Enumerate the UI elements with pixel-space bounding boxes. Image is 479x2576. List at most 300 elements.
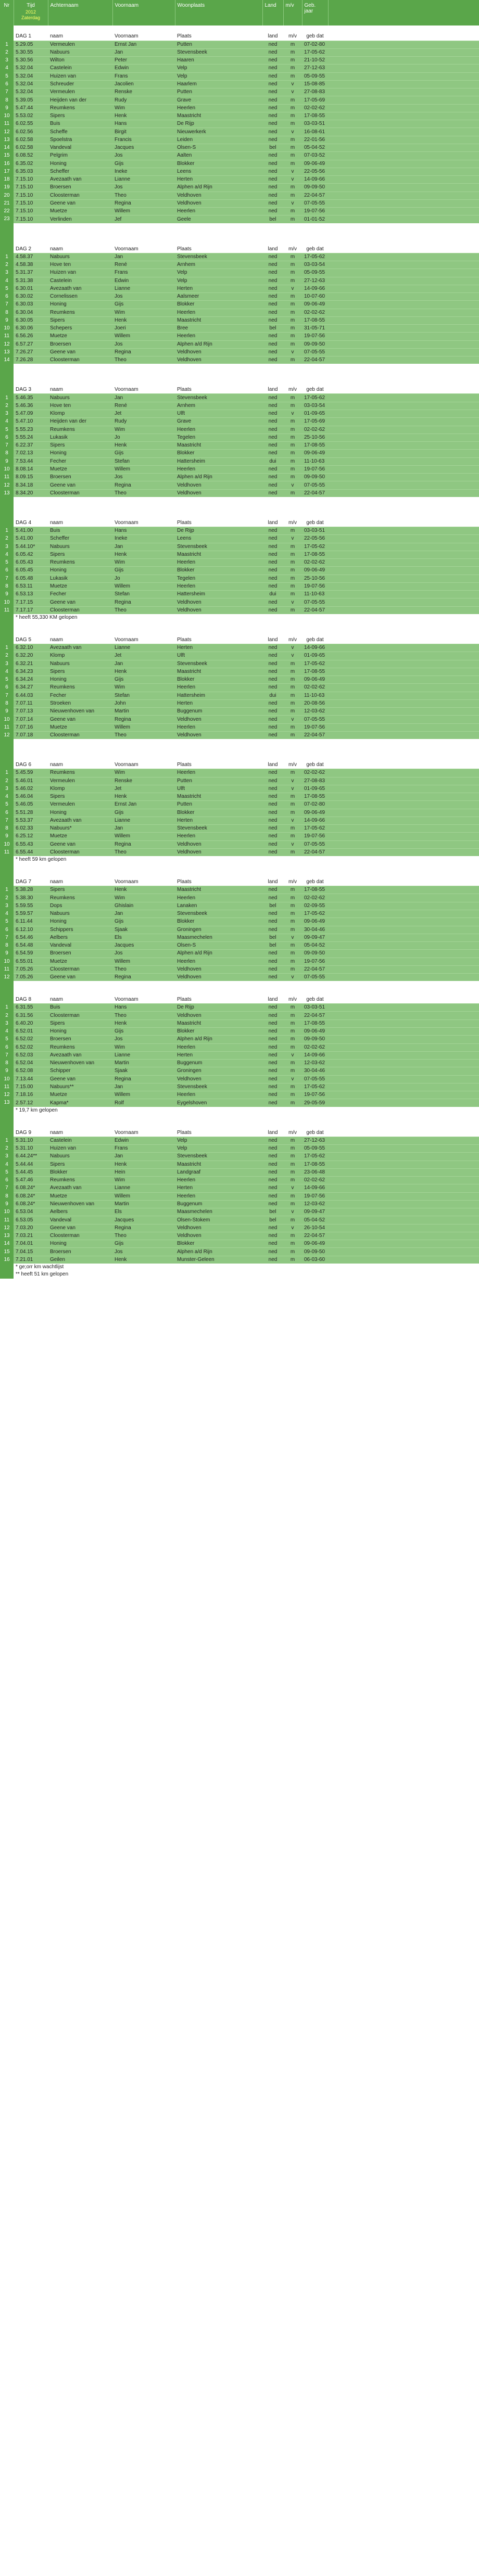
result-cell: Arnhem — [175, 402, 262, 410]
row-blank — [328, 136, 479, 144]
section-note: * ge;orr km wachtlijst — [14, 1264, 479, 1271]
result-cell: Geene van — [48, 598, 112, 606]
result-cell: Jan — [112, 825, 175, 833]
row-blank — [328, 1153, 479, 1161]
spacer-cell — [328, 989, 479, 996]
result-cell: Heerlen — [175, 684, 262, 692]
result-cell: Schippers — [48, 926, 112, 934]
spacer-cell — [175, 629, 262, 636]
result-cell: ned — [262, 543, 283, 551]
spacer-cell — [262, 504, 283, 512]
result-cell: ned — [262, 340, 283, 348]
table-row — [0, 72, 479, 80]
result-cell: 6.31.56 — [14, 1012, 48, 1019]
spacer-cell — [283, 223, 302, 231]
table-row — [0, 974, 479, 981]
row-blank — [328, 582, 479, 590]
result-cell: Theo — [112, 1232, 175, 1240]
table-row — [0, 277, 479, 285]
spacer-cell — [14, 379, 48, 386]
spacer-cell — [283, 629, 302, 636]
result-cell: 6.02.33 — [14, 825, 48, 833]
result-cell: Cloosterman — [48, 356, 112, 364]
position-cell: 6 — [0, 567, 14, 575]
section-col-0: naam — [48, 761, 112, 769]
position-cell: 19 — [0, 184, 14, 192]
result-cell: m — [283, 692, 302, 699]
spacer-cell — [48, 364, 112, 371]
result-cell: m — [283, 902, 302, 910]
result-cell: Muetze — [48, 1091, 112, 1099]
result-cell: 6.44.03 — [14, 692, 48, 699]
position-cell: 11 — [0, 606, 14, 614]
row-blank — [328, 598, 479, 606]
section-header-nr — [0, 519, 14, 527]
result-cell: m — [283, 910, 302, 918]
result-cell: Jo — [112, 575, 175, 582]
result-cell: ned — [262, 136, 283, 144]
row-blank — [328, 1067, 479, 1075]
result-cell: Wilton — [48, 57, 112, 65]
result-cell: Herten — [175, 817, 262, 824]
result-cell: Willem — [112, 833, 175, 840]
result-cell: 6.57.27 — [14, 340, 48, 348]
section-header-nr — [0, 245, 14, 253]
spacer-cell — [328, 863, 479, 871]
spacer-cell — [48, 379, 112, 386]
result-cell: Jos — [112, 1248, 175, 1256]
result-cell: Henk — [112, 112, 175, 120]
result-cell: Velp — [175, 1144, 262, 1152]
result-cell: 17-08-55 — [302, 1161, 328, 1168]
result-cell: Sipers — [48, 551, 112, 558]
section-col-5: geb dat — [302, 996, 328, 1004]
result-cell: Stefan — [112, 591, 175, 598]
result-cell: ned — [262, 176, 283, 184]
result-cell: Geele — [175, 215, 262, 223]
result-cell: v — [283, 176, 302, 184]
result-cell: Jo — [112, 433, 175, 441]
result-cell: ned — [262, 168, 283, 175]
result-cell: v — [283, 285, 302, 292]
row-blank — [328, 1232, 479, 1240]
row-blank — [328, 918, 479, 926]
row-blank — [328, 112, 479, 120]
spacer-cell — [328, 231, 479, 238]
result-cell: Lianne — [112, 1184, 175, 1192]
result-cell: 17-05-62 — [302, 910, 328, 918]
result-cell: 5.41.00 — [14, 527, 48, 535]
result-cell: Schepers — [48, 325, 112, 333]
result-cell: 6.08.52 — [14, 152, 48, 160]
result-cell: 17-05-62 — [302, 825, 328, 833]
result-cell: ned — [262, 285, 283, 292]
result-cell: Buggenum — [175, 1200, 262, 1208]
position-cell: 12 — [0, 974, 14, 981]
result-cell: Heerlen — [175, 1043, 262, 1051]
result-cell: Gijs — [112, 1240, 175, 1248]
result-cell: Heerlen — [175, 465, 262, 473]
spacer-cell — [175, 504, 262, 512]
result-cell: 5.59.57 — [14, 910, 48, 918]
spacer-row — [0, 1121, 479, 1129]
position-cell: 11 — [0, 965, 14, 973]
result-cell: 6.52.04 — [14, 1060, 48, 1067]
position-cell: 2 — [0, 48, 14, 56]
spacer-cell — [48, 989, 112, 996]
section-col-2: Plaats — [175, 996, 262, 1004]
result-cell: v — [283, 934, 302, 941]
result-cell: Willem — [112, 1192, 175, 1200]
table-row — [0, 184, 479, 192]
result-cell: Honing — [48, 160, 112, 168]
result-cell: 5.31.10 — [14, 1137, 48, 1144]
spacer-cell — [283, 1114, 302, 1121]
section-col-4: m/v — [283, 996, 302, 1004]
result-cell: 25-10-56 — [302, 575, 328, 582]
section-col-0: naam — [48, 519, 112, 527]
spacer-cell — [302, 746, 328, 754]
result-cell: Stroeken — [48, 699, 112, 707]
spacer-cell — [48, 871, 112, 878]
result-cell: 5.46.02 — [14, 785, 48, 793]
table-row — [0, 261, 479, 269]
result-cell: Jan — [112, 1083, 175, 1091]
result-cell: Ulft — [175, 652, 262, 660]
spacer-cell — [112, 871, 175, 878]
row-blank — [328, 894, 479, 902]
spacer-cell — [283, 512, 302, 519]
table-row — [0, 1224, 479, 1232]
position-cell: 8 — [0, 96, 14, 104]
result-cell: Haarlem — [175, 80, 262, 88]
spacer-cell — [328, 512, 479, 519]
result-cell: m — [283, 160, 302, 168]
result-cell: Heerlen — [175, 1177, 262, 1184]
result-cell: Scheffer — [48, 168, 112, 175]
row-blank — [328, 676, 479, 684]
result-cell: 03-03-51 — [302, 1004, 328, 1012]
result-cell: Heerlen — [175, 1091, 262, 1099]
result-cell: 7.07.14 — [14, 716, 48, 723]
spacer-cell — [0, 379, 14, 386]
spacer-cell — [48, 981, 112, 988]
result-cell: ned — [262, 825, 283, 833]
section-col-2: Plaats — [175, 636, 262, 644]
result-cell: Edwin — [112, 1137, 175, 1144]
spacer-cell — [283, 504, 302, 512]
spacer-row — [0, 863, 479, 871]
position-cell: 2 — [0, 1012, 14, 1019]
result-cell: ned — [262, 1144, 283, 1152]
result-cell: m — [283, 793, 302, 801]
section-header-blank — [328, 245, 479, 253]
result-cell: m — [283, 723, 302, 731]
result-cell: 7.03.20 — [14, 1224, 48, 1232]
result-cell: Frans — [112, 72, 175, 80]
spacer-cell — [14, 629, 48, 636]
spacer-cell — [175, 372, 262, 379]
result-cell: Buis — [48, 1004, 112, 1012]
result-cell: 01-01-52 — [302, 215, 328, 223]
result-cell: 7.18.16 — [14, 1091, 48, 1099]
result-cell: m — [283, 277, 302, 285]
position-cell: 3 — [0, 543, 14, 551]
table-row — [0, 817, 479, 824]
result-cell: ned — [262, 1043, 283, 1051]
result-cell: Alphen a/d Rijn — [175, 474, 262, 481]
spacer-cell — [328, 746, 479, 754]
position-cell: 6 — [0, 1177, 14, 1184]
section-col-5: geb dat — [302, 519, 328, 527]
result-cell: 6.44.24** — [14, 1153, 48, 1161]
result-cell: Regina — [112, 1224, 175, 1232]
result-cell: m — [283, 918, 302, 926]
result-cell: dui — [262, 591, 283, 598]
table-row — [0, 325, 479, 333]
result-cell: 19-07-56 — [302, 582, 328, 590]
table-row — [0, 1028, 479, 1036]
table-row — [0, 410, 479, 418]
result-cell: v — [283, 88, 302, 96]
section-header-blank — [328, 33, 479, 41]
spacer-cell — [328, 871, 479, 878]
result-cell: 5.47.09 — [14, 410, 48, 418]
result-cell: Geene van — [48, 199, 112, 207]
result-cell: Groningen — [175, 926, 262, 934]
result-cell: Buis — [48, 120, 112, 128]
result-cell: 5.47.10 — [14, 418, 48, 426]
result-cell: 14-09-66 — [302, 1184, 328, 1192]
result-cell: 11-10-63 — [302, 692, 328, 699]
result-cell: Ghislain — [112, 902, 175, 910]
result-cell: Ernst Jan — [112, 801, 175, 809]
result-cell: Muetze — [48, 208, 112, 215]
result-cell: Spoelstra — [48, 136, 112, 144]
result-cell: bel — [262, 934, 283, 941]
result-cell: 07-05-55 — [302, 199, 328, 207]
table-row — [0, 309, 479, 316]
result-cell: 17-05-69 — [302, 418, 328, 426]
result-cell: Hattersheim — [175, 692, 262, 699]
result-cell: Regina — [112, 348, 175, 356]
spacer-cell — [262, 25, 283, 33]
result-cell: Cloosterman — [48, 606, 112, 614]
spacer-cell — [112, 629, 175, 636]
result-cell: m — [283, 684, 302, 692]
result-cell: m — [283, 575, 302, 582]
section-title: DAG 8 — [14, 996, 48, 1004]
result-cell: 03-03-51 — [302, 527, 328, 535]
result-cell: Willem — [112, 1091, 175, 1099]
position-cell: 11 — [0, 723, 14, 731]
result-cell: 09-06-49 — [302, 1028, 328, 1036]
result-cell: Ulft — [175, 410, 262, 418]
table-row — [0, 65, 479, 72]
spacer-row — [0, 497, 479, 504]
result-cell: Alphen a/d Rijn — [175, 1248, 262, 1256]
result-cell: dui — [262, 457, 283, 465]
result-cell: René — [112, 402, 175, 410]
result-cell: 02-02-62 — [302, 684, 328, 692]
section-col-2: Plaats — [175, 386, 262, 394]
spacer-cell — [0, 372, 14, 379]
table-row — [0, 152, 479, 160]
spacer-cell — [14, 238, 48, 245]
result-cell: 6.35.02 — [14, 160, 48, 168]
row-blank — [328, 96, 479, 104]
note-row — [0, 1107, 479, 1114]
result-cell: Castelein — [48, 277, 112, 285]
result-cell: ned — [262, 269, 283, 277]
result-cell: Aalsmeer — [175, 293, 262, 301]
result-cell: m — [283, 184, 302, 192]
result-cell: Wim — [112, 1177, 175, 1184]
row-blank — [328, 80, 479, 88]
section-header-nr — [0, 761, 14, 769]
table-row — [0, 934, 479, 941]
result-cell: Gijs — [112, 809, 175, 817]
section-col-3: land — [262, 386, 283, 394]
header-blank — [328, 0, 479, 25]
result-cell: ned — [262, 1137, 283, 1144]
result-cell: Velp — [175, 277, 262, 285]
result-cell: 7.05.26 — [14, 974, 48, 981]
result-cell: Aelbers — [48, 1208, 112, 1216]
results-body — [0, 25, 479, 1279]
result-cell: Nieuwerkerk — [175, 128, 262, 136]
spacer-cell — [283, 989, 302, 996]
result-cell: Heerlen — [175, 309, 262, 316]
row-blank — [328, 356, 479, 364]
result-cell: m — [283, 1137, 302, 1144]
result-cell: 5.29.05 — [14, 41, 48, 48]
position-cell: 1 — [0, 527, 14, 535]
section-col-0: naam — [48, 996, 112, 1004]
position-cell: 2 — [0, 1144, 14, 1152]
result-cell: 6.12.10 — [14, 926, 48, 934]
table-row — [0, 1177, 479, 1184]
spacer-cell — [175, 512, 262, 519]
result-cell: Sjaak — [112, 1067, 175, 1075]
table-row — [0, 1051, 479, 1059]
spacer-cell — [328, 223, 479, 231]
result-cell: 14-09-66 — [302, 285, 328, 292]
row-blank — [328, 1051, 479, 1059]
result-cell: 31-05-71 — [302, 325, 328, 333]
result-cell: 6.34.23 — [14, 668, 48, 675]
result-cell: Herten — [175, 1184, 262, 1192]
header-mv: m/v — [283, 0, 302, 25]
row-blank — [328, 1019, 479, 1027]
result-cell: Huizen van — [48, 1144, 112, 1152]
table-row — [0, 942, 479, 950]
row-blank — [328, 394, 479, 402]
result-cell: 7.15.00 — [14, 1083, 48, 1091]
result-cell: m — [283, 426, 302, 433]
row-blank — [328, 168, 479, 175]
spacer-cell — [262, 379, 283, 386]
result-cell: Ernst Jan — [112, 41, 175, 48]
result-cell: ned — [262, 1019, 283, 1027]
table-row — [0, 474, 479, 481]
result-cell: Willem — [112, 582, 175, 590]
table-row — [0, 527, 479, 535]
result-cell: ned — [262, 833, 283, 840]
result-cell: m — [283, 769, 302, 777]
result-cell: m — [283, 1200, 302, 1208]
header-nr: Nr — [0, 0, 14, 25]
result-cell: Broersen — [48, 950, 112, 958]
result-cell: 27-12-63 — [302, 1137, 328, 1144]
spacer-cell — [112, 754, 175, 761]
result-cell: Veldhoven — [175, 974, 262, 981]
result-cell: 19-07-56 — [302, 333, 328, 340]
section-header-row — [0, 996, 479, 1004]
row-blank — [328, 120, 479, 128]
position-cell: 5 — [0, 918, 14, 926]
spacer-cell — [112, 379, 175, 386]
spacer-cell — [48, 754, 112, 761]
result-cell: v — [283, 128, 302, 136]
spacer-cell — [0, 746, 14, 754]
section-title: DAG 9 — [14, 1129, 48, 1137]
result-cell: Edwin — [112, 65, 175, 72]
spacer-cell — [302, 629, 328, 636]
result-cell: m — [283, 152, 302, 160]
row-blank — [328, 293, 479, 301]
result-cell: Stevensbeek — [175, 1153, 262, 1161]
spacer-cell — [328, 238, 479, 245]
result-cell: ned — [262, 394, 283, 402]
spacer-row — [0, 372, 479, 379]
position-cell: 5 — [0, 676, 14, 684]
spacer-cell — [283, 238, 302, 245]
result-cell: Maastricht — [175, 668, 262, 675]
result-cell: 09-06-49 — [302, 809, 328, 817]
result-cell: m — [283, 825, 302, 833]
spacer-cell — [14, 739, 48, 746]
result-cell: Fecher — [48, 692, 112, 699]
table-row — [0, 582, 479, 590]
table-row — [0, 825, 479, 833]
result-cell: Jet — [112, 652, 175, 660]
section-header-nr — [0, 636, 14, 644]
result-cell: 5.44.44 — [14, 1161, 48, 1168]
spacer-cell — [48, 1121, 112, 1129]
result-cell: Theo — [112, 848, 175, 856]
row-blank — [328, 144, 479, 151]
spacer-row — [0, 379, 479, 386]
result-cell: Veldhoven — [175, 731, 262, 739]
result-cell: ned — [262, 192, 283, 199]
table-row — [0, 301, 479, 309]
section-col-4: m/v — [283, 1129, 302, 1137]
position-cell: 5 — [0, 1036, 14, 1043]
result-cell: Veldhoven — [175, 1075, 262, 1083]
result-cell: v — [283, 481, 302, 489]
spacer-cell — [283, 379, 302, 386]
result-cell: 5.32.04 — [14, 88, 48, 96]
result-cell: Jacolien — [112, 80, 175, 88]
result-cell: ned — [262, 575, 283, 582]
table-row — [0, 128, 479, 136]
row-blank — [328, 1208, 479, 1216]
result-cell: 7.26.27 — [14, 348, 48, 356]
row-blank — [328, 817, 479, 824]
spacer-cell — [48, 223, 112, 231]
spacer-cell — [112, 739, 175, 746]
